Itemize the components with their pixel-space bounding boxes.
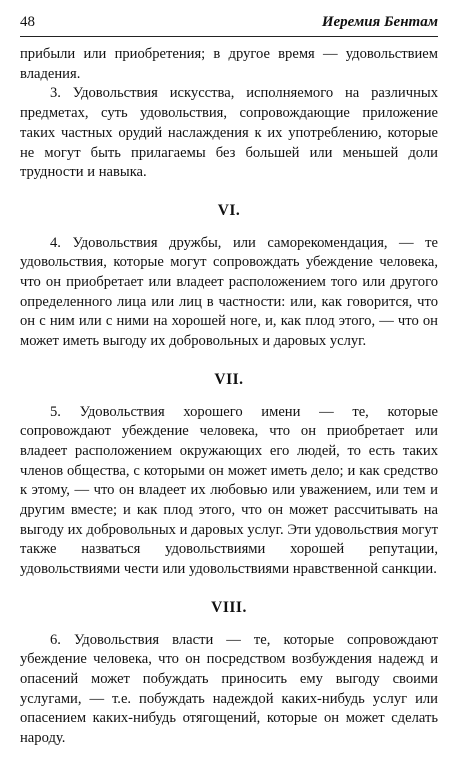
section-heading-viii: VIII. — [211, 598, 247, 616]
section-heading-vii: VII. — [214, 370, 244, 388]
paragraph-4: 4. Удовольствия дружбы, или саморекомендация, — те удовольствия, которые могут сопровождать убеждение человека, что он приобретает или владеет расположением того или другого определенного лица или лиц в частности: или, как говорится, что он с ним или с ними на хорошей ноге, и, как плод этого, — что он может иметь выгоду их добровольных и даровых услуг. — [20, 234, 438, 350]
paragraph-3: 3. Удовольствия искусства, исполняемого на различных предметах, суть удовольствия, сопровождающие приложение таких частных орудий наслаждения к их употреблению, которые не могут быть прилагаемы без большей или меньшей доли трудности и навыка. — [20, 85, 438, 181]
body-text — [20, 45, 438, 749]
paragraph-5: 5. Удовольствия хорошего имени — те, которые сопровождают убеждение человека, что он приобретает или владеет расположением окружающих его людей, то есть таких членов общества, с которыми он может иметь дело; и как средство к этому, — что он владеет их любовью или уважением, или тем и другим вместе; и как плод этого, что он может рассчитывать на выгоду их добровольных и даровых услуг. Эти удовольствия могут также назваться удовольствиями хорошей репутации, удовольствиями чести или удовольствиями нравственной санкции. — [20, 403, 438, 578]
paragraph-6: 6. Удовольствия власти — те, которые сопровождают убеждение человека, что он посредством возбуждения надежд и опасений может побуждать приносить ему выгоду своими услугами, — т.е. побуждать надеждой каких-нибудь услуг или опасением каких-нибудь отягощений, которые он может сделать народу. — [20, 631, 438, 747]
running-title: Иеремия Бентам — [321, 14, 438, 30]
continuation-paragraph: прибыли или приобретения; в другое время — удовольствием владения. — [20, 46, 438, 82]
running-head — [20, 14, 438, 37]
section-heading-vi: VI. — [217, 201, 241, 219]
page-number: 48 — [20, 14, 35, 30]
